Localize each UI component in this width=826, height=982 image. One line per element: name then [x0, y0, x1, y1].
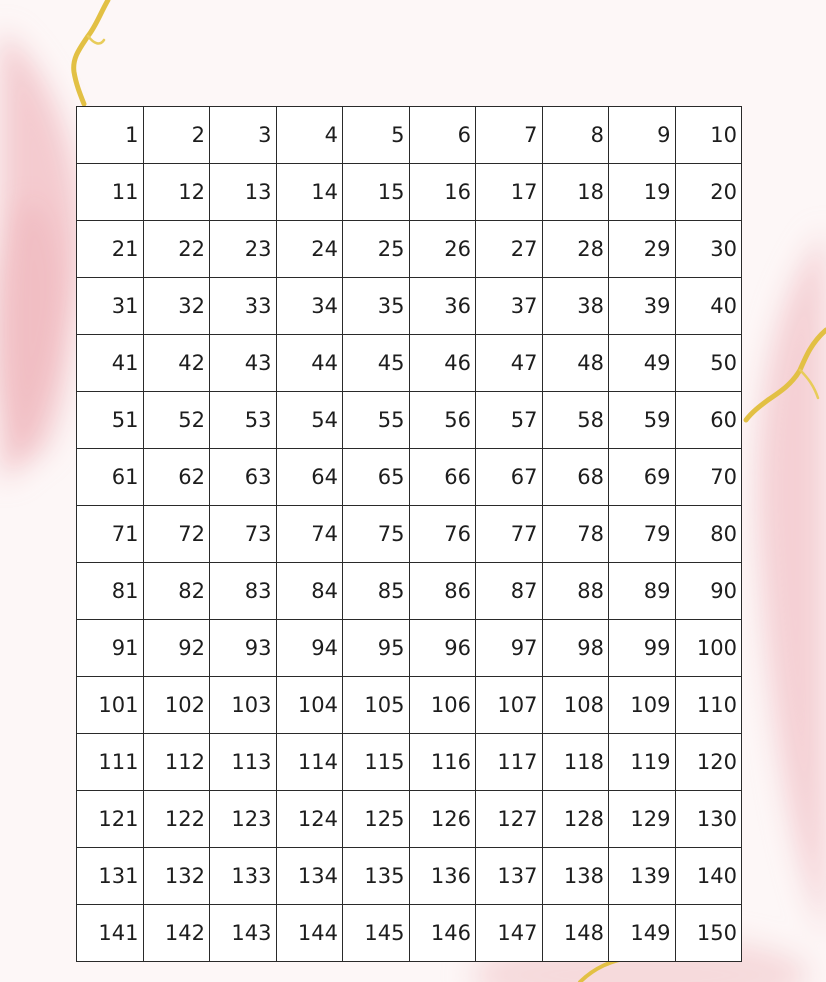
number-cell: 23: [210, 221, 277, 278]
table-row: [77, 164, 742, 221]
number-cell: 47: [476, 335, 543, 392]
number-cell: 106: [409, 677, 476, 734]
number-cell: 126: [409, 791, 476, 848]
number-cell: 128: [542, 791, 609, 848]
number-cell: 74: [276, 506, 343, 563]
number-cell: 145: [343, 905, 410, 962]
number-cell: 118: [542, 734, 609, 791]
number-cell: 39: [609, 278, 676, 335]
number-cell: 7: [476, 107, 543, 164]
number-cell: 138: [542, 848, 609, 905]
number-cell: 40: [675, 278, 742, 335]
table-row: [77, 221, 742, 278]
number-cell: 124: [276, 791, 343, 848]
number-cell: 28: [542, 221, 609, 278]
table-row: [77, 791, 742, 848]
number-cell: 144: [276, 905, 343, 962]
table-row: [77, 278, 742, 335]
number-cell: 132: [143, 848, 210, 905]
number-cell: 100: [675, 620, 742, 677]
number-cell: 149: [609, 905, 676, 962]
number-cell: 109: [609, 677, 676, 734]
number-cell: 2: [143, 107, 210, 164]
number-cell: 97: [476, 620, 543, 677]
number-cell: 53: [210, 392, 277, 449]
table-row: [77, 563, 742, 620]
number-cell: 60: [675, 392, 742, 449]
number-cell: 46: [409, 335, 476, 392]
table-row: [77, 905, 742, 962]
number-cell: 81: [77, 563, 144, 620]
number-cell: 119: [609, 734, 676, 791]
number-cell: 26: [409, 221, 476, 278]
table-row: [77, 392, 742, 449]
number-cell: 37: [476, 278, 543, 335]
number-cell: 150: [675, 905, 742, 962]
number-cell: 101: [77, 677, 144, 734]
number-cell: 77: [476, 506, 543, 563]
number-cell: 67: [476, 449, 543, 506]
number-cell: 123: [210, 791, 277, 848]
number-cell: 6: [409, 107, 476, 164]
number-cell: 83: [210, 563, 277, 620]
number-cell: 57: [476, 392, 543, 449]
number-cell: 90: [675, 563, 742, 620]
number-cell: 48: [542, 335, 609, 392]
number-cell: 137: [476, 848, 543, 905]
number-cell: 68: [542, 449, 609, 506]
table-row: [77, 848, 742, 905]
number-cell: 92: [143, 620, 210, 677]
number-cell: 49: [609, 335, 676, 392]
number-cell: 56: [409, 392, 476, 449]
number-cell: 18: [542, 164, 609, 221]
number-cell: 78: [542, 506, 609, 563]
number-cell: 58: [542, 392, 609, 449]
number-cell: 103: [210, 677, 277, 734]
number-cell: 3: [210, 107, 277, 164]
number-cell: 64: [276, 449, 343, 506]
number-cell: 75: [343, 506, 410, 563]
number-cell: 114: [276, 734, 343, 791]
number-cell: 99: [609, 620, 676, 677]
number-cell: 110: [675, 677, 742, 734]
number-cell: 80: [675, 506, 742, 563]
number-cell: 55: [343, 392, 410, 449]
number-cell: 59: [609, 392, 676, 449]
number-cell: 65: [343, 449, 410, 506]
number-cell: 82: [143, 563, 210, 620]
number-cell: 142: [143, 905, 210, 962]
number-cell: 105: [343, 677, 410, 734]
number-cell: 89: [609, 563, 676, 620]
number-cell: 36: [409, 278, 476, 335]
number-cell: 76: [409, 506, 476, 563]
number-cell: 70: [675, 449, 742, 506]
number-cell: 35: [343, 278, 410, 335]
number-cell: 84: [276, 563, 343, 620]
number-cell: 95: [343, 620, 410, 677]
number-cell: 135: [343, 848, 410, 905]
number-cell: 66: [409, 449, 476, 506]
number-cell: 50: [675, 335, 742, 392]
number-cell: 120: [675, 734, 742, 791]
table-row: [77, 335, 742, 392]
number-cell: 69: [609, 449, 676, 506]
number-cell: 116: [409, 734, 476, 791]
number-cell: 127: [476, 791, 543, 848]
number-cell: 20: [675, 164, 742, 221]
number-cell: 133: [210, 848, 277, 905]
number-cell: 19: [609, 164, 676, 221]
table-row: [77, 107, 742, 164]
number-cell: 5: [343, 107, 410, 164]
number-cell: 143: [210, 905, 277, 962]
number-cell: 79: [609, 506, 676, 563]
number-cell: 51: [77, 392, 144, 449]
number-cell: 140: [675, 848, 742, 905]
number-cell: 115: [343, 734, 410, 791]
number-cell: 16: [409, 164, 476, 221]
number-cell: 8: [542, 107, 609, 164]
number-cell: 112: [143, 734, 210, 791]
hundred-fifty-chart: [76, 106, 742, 962]
number-cell: 41: [77, 335, 144, 392]
number-cell: 1: [77, 107, 144, 164]
number-cell: 85: [343, 563, 410, 620]
number-cell: 104: [276, 677, 343, 734]
table-row: [77, 620, 742, 677]
table-row: [77, 677, 742, 734]
number-cell: 98: [542, 620, 609, 677]
number-cell: 88: [542, 563, 609, 620]
number-cell: 4: [276, 107, 343, 164]
number-cell: 71: [77, 506, 144, 563]
number-cell: 31: [77, 278, 144, 335]
number-cell: 96: [409, 620, 476, 677]
number-cell: 13: [210, 164, 277, 221]
table-row: [77, 734, 742, 791]
number-cell: 129: [609, 791, 676, 848]
number-cell: 63: [210, 449, 277, 506]
number-cell: 125: [343, 791, 410, 848]
number-cell: 73: [210, 506, 277, 563]
number-cell: 141: [77, 905, 144, 962]
number-cell: 25: [343, 221, 410, 278]
number-cell: 147: [476, 905, 543, 962]
number-cell: 11: [77, 164, 144, 221]
number-cell: 130: [675, 791, 742, 848]
number-cell: 139: [609, 848, 676, 905]
number-cell: 24: [276, 221, 343, 278]
number-cell: 108: [542, 677, 609, 734]
number-cell: 32: [143, 278, 210, 335]
number-cell: 86: [409, 563, 476, 620]
number-cell: 102: [143, 677, 210, 734]
number-cell: 45: [343, 335, 410, 392]
number-cell: 62: [143, 449, 210, 506]
number-cell: 38: [542, 278, 609, 335]
number-cell: 42: [143, 335, 210, 392]
number-cell: 93: [210, 620, 277, 677]
number-cell: 34: [276, 278, 343, 335]
number-cell: 10: [675, 107, 742, 164]
number-cell: 131: [77, 848, 144, 905]
number-cell: 14: [276, 164, 343, 221]
number-cell: 27: [476, 221, 543, 278]
table-row: [77, 449, 742, 506]
number-cell: 134: [276, 848, 343, 905]
number-cell: 52: [143, 392, 210, 449]
number-cell: 111: [77, 734, 144, 791]
number-cell: 122: [143, 791, 210, 848]
number-cell: 87: [476, 563, 543, 620]
number-cell: 21: [77, 221, 144, 278]
number-cell: 121: [77, 791, 144, 848]
number-cell: 9: [609, 107, 676, 164]
number-cell: 91: [77, 620, 144, 677]
number-cell: 44: [276, 335, 343, 392]
number-cell: 15: [343, 164, 410, 221]
number-cell: 33: [210, 278, 277, 335]
number-cell: 61: [77, 449, 144, 506]
number-cell: 17: [476, 164, 543, 221]
number-cell: 94: [276, 620, 343, 677]
number-cell: 113: [210, 734, 277, 791]
number-cell: 136: [409, 848, 476, 905]
number-cell: 43: [210, 335, 277, 392]
number-cell: 148: [542, 905, 609, 962]
number-cell: 72: [143, 506, 210, 563]
number-cell: 30: [675, 221, 742, 278]
number-cell: 12: [143, 164, 210, 221]
number-cell: 54: [276, 392, 343, 449]
number-cell: 29: [609, 221, 676, 278]
number-cell: 117: [476, 734, 543, 791]
number-cell: 22: [143, 221, 210, 278]
table-row: [77, 506, 742, 563]
number-cell: 146: [409, 905, 476, 962]
number-cell: 107: [476, 677, 543, 734]
